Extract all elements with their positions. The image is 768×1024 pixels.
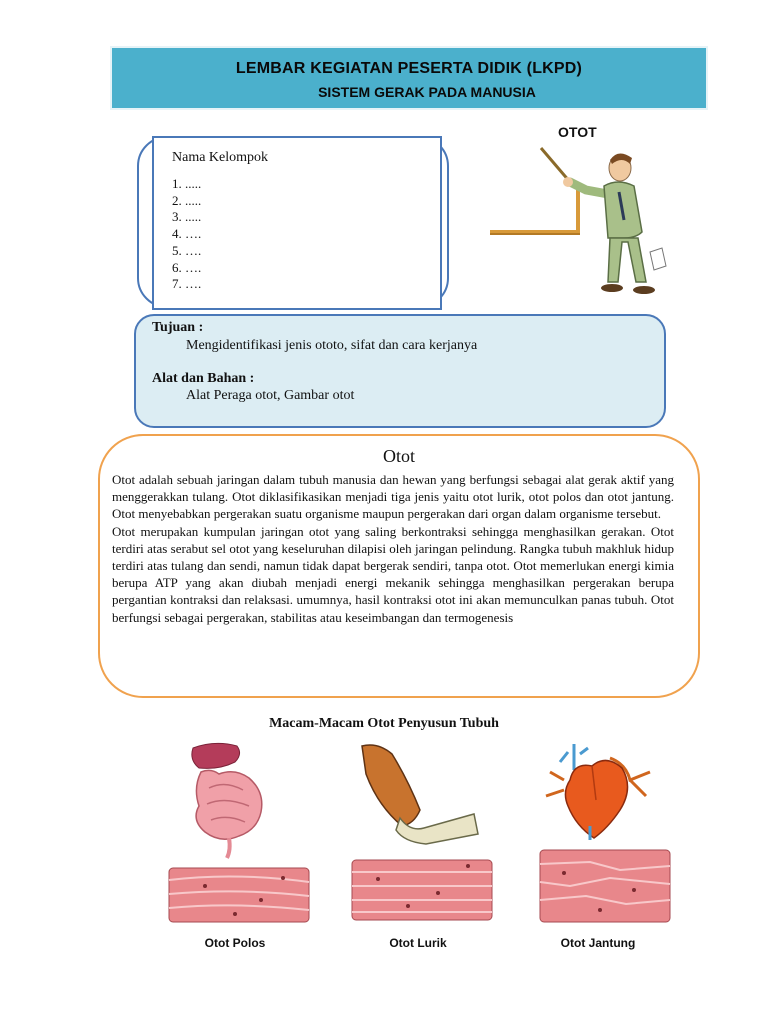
cardiac-muscle-tissue-icon xyxy=(540,850,670,922)
header-banner xyxy=(110,46,708,110)
group-label: Nama Kelompok xyxy=(172,150,269,165)
paragraph: Otot adalah sebuah jaringan dalam tubuh manusia dan hewan yang berfungsi sebagai alat gerak aktif yang menggerakkan tulang. Otot diklasifikasikan menjadi tiga jenis yaitu otot lurik, otot polos dan otot jantung. Otot menyebabkan pergerakan suatu organisme maupun pergerakan dari organ dalam organisme tersebut. xyxy=(112,472,674,522)
member-field[interactable]: 7. …. xyxy=(172,276,202,292)
section-title: Otot xyxy=(382,446,415,466)
page-subtitle: SISTEM GERAK PADA MANUSIA xyxy=(318,84,536,100)
member-field[interactable]: 5. …. xyxy=(172,242,202,258)
goal-box xyxy=(134,314,666,428)
teacher-pointing-board-icon xyxy=(486,142,686,307)
member-field[interactable]: 2. ..... xyxy=(172,192,202,208)
heart-icon xyxy=(546,744,650,840)
member-field[interactable]: 4. …. xyxy=(172,226,202,242)
tools-text: Alat Peraga otot, Gambar otot xyxy=(186,388,355,403)
smooth-muscle-figure xyxy=(165,740,315,930)
cardiac-muscle-caption: Otot Jantung xyxy=(560,936,636,950)
section-body xyxy=(112,471,674,626)
group-box xyxy=(152,136,442,310)
paragraph: Otot merupakan kumpulan jaringan otot yang saling berkontraksi sehingga menghasilkan gerakan. Otot terdiri atas serabut sel otot yang keseluruhan dilapisi oleh jaringan pelindung. Rangka tubuh makhluk hidup terdiri atas tulang dan sendi, namun tidak dapat bergerak sendiri, tanpa otot. Otot memerlukan energi kimia berupa ATP yang akan diubah menjadi energi mekanik sehingga menghasilkan pergerakan berupa pergantian kontraksi dan relaksasi. umumnya, hasil kontraksi otot ini akan memunculkan panas tubuh. Otot berfungsi sebagai pergerakan, stabilitas atau keseimbangan dan termogenesis xyxy=(112,523,674,625)
goal-text: Mengidentifikasi jenis ototo, sifat dan cara kerjanya xyxy=(186,338,478,353)
arm-muscle-icon xyxy=(362,745,478,844)
member-field[interactable]: 3. ..... xyxy=(172,209,202,225)
tools-heading: Alat dan Bahan : xyxy=(152,371,255,386)
smooth-muscle-caption: Otot Polos xyxy=(204,936,266,950)
member-field[interactable]: 6. …. xyxy=(172,259,202,275)
gallery-title: Macam-Macam Otot Penyusun Tubuh xyxy=(269,716,499,731)
member-list xyxy=(172,176,201,293)
skeletal-muscle-figure xyxy=(348,740,498,930)
illustration-label: OTOT xyxy=(558,124,597,140)
skeletal-muscle-tissue-icon xyxy=(352,860,492,920)
digestive-organs-icon xyxy=(192,743,262,858)
otot-description-box xyxy=(98,434,700,698)
skeletal-muscle-caption: Otot Lurik xyxy=(389,936,447,950)
cardiac-muscle-figure xyxy=(530,740,680,930)
page-title: LEMBAR KEGIATAN PESERTA DIDIK (LKPD) xyxy=(235,60,583,77)
smooth-muscle-tissue-icon xyxy=(169,868,309,922)
member-field[interactable]: 1. ..... xyxy=(172,176,202,191)
goal-heading: Tujuan : xyxy=(152,320,204,335)
